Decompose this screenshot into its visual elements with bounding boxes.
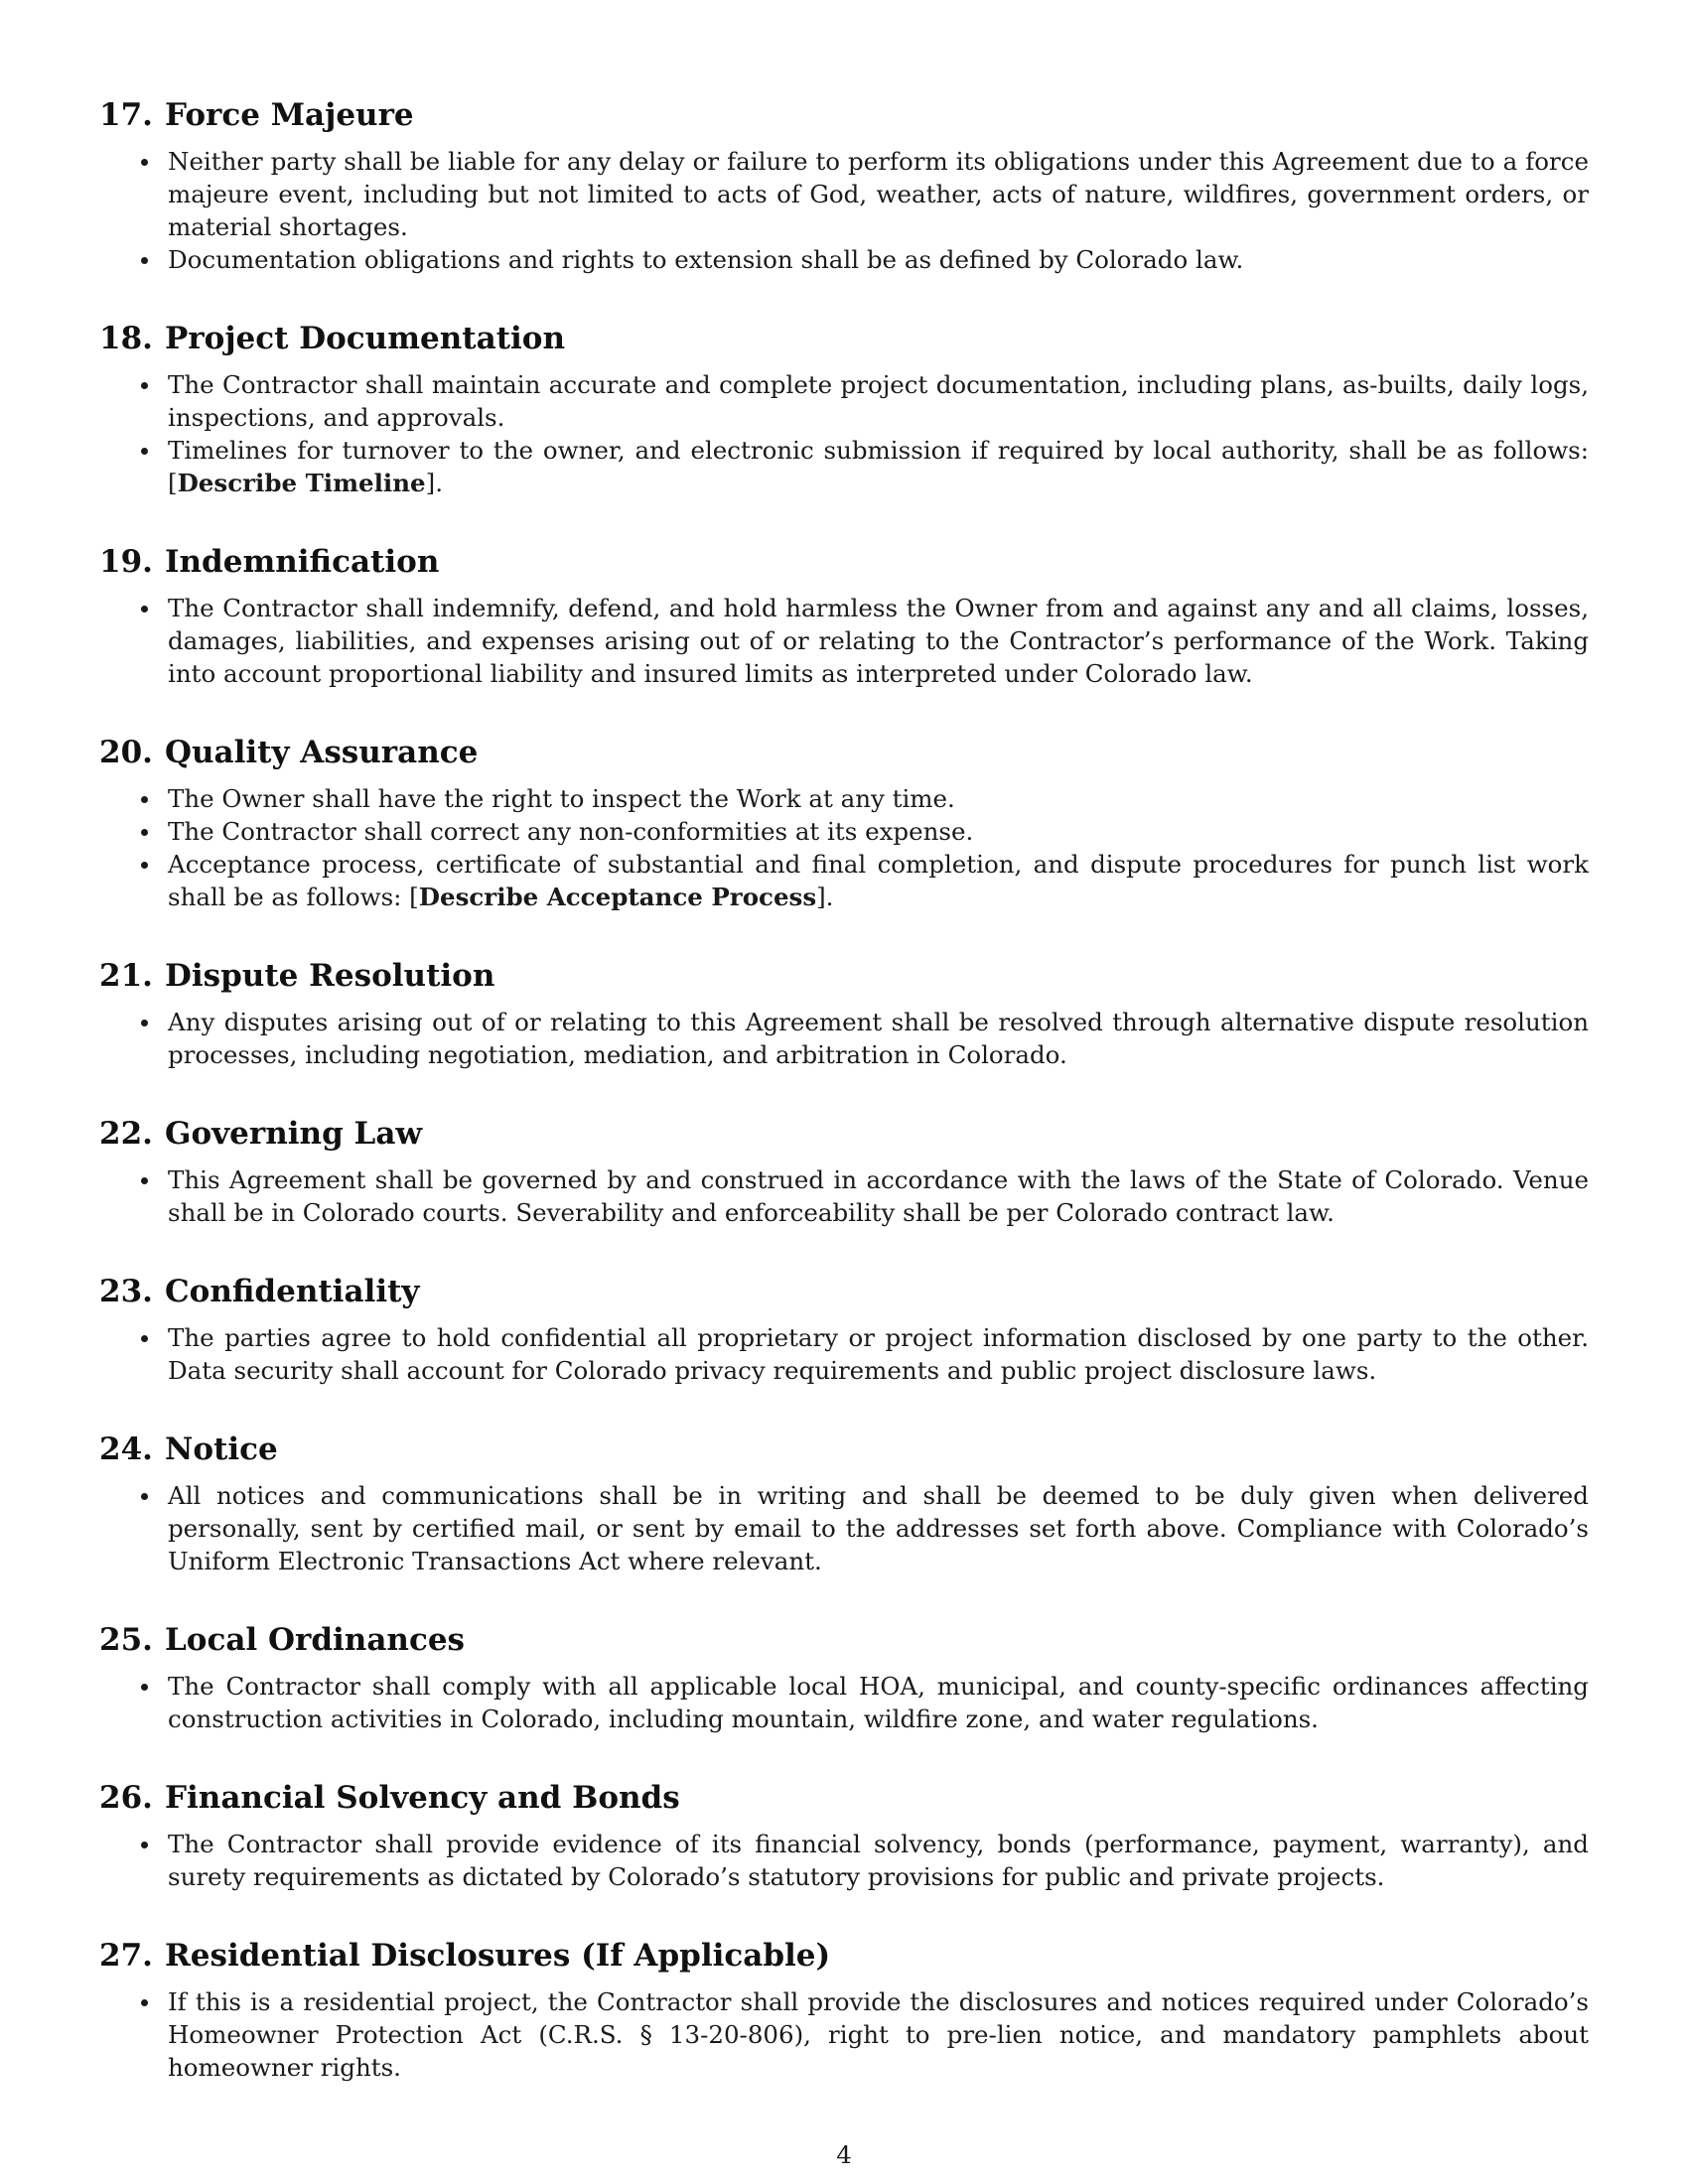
section-number: 20. (99, 735, 153, 770)
section-number: 27. (99, 1938, 153, 1974)
section-heading (99, 319, 1589, 358)
bullet-item: Neither party shall be liable for any delay or failure to perform its obligations under this Agreement due to a force majeure event, including but not limited to acts of God, weather, acts of nature, wildfires, government orders, or material shortages. (99, 145, 1589, 243)
bullet-list (99, 592, 1589, 690)
bullet-list (99, 1479, 1589, 1577)
bullet-item: The Contractor shall indemnify, defend, and hold harmless the Owner from and against any and all claims, losses, damages, liabilities, and expenses arising out of or relating to the Contractor’s performance of the Work. Taking into account proportional liability and insured limits as interpreted under Colorado law. (99, 592, 1589, 690)
bullet-list (99, 1985, 1589, 2084)
bullet-item: The Contractor shall maintain accurate and complete project documentation, including plans, as-builts, daily logs, inspections, and approvals. (99, 368, 1589, 434)
bullet-list (99, 782, 1589, 913)
section-governing-law (99, 1114, 1589, 1229)
bullet-item: Documentation obligations and rights to extension shall be as defined by Colorado law. (99, 243, 1589, 276)
section-force-majeure (99, 95, 1589, 276)
section-title: Dispute Resolution (165, 958, 495, 994)
bullet-item: The parties agree to hold confidential all proprietary or project information disclosed by one party to the other. Data security shall account for Colorado privacy requirements and public project disclosure laws. (99, 1321, 1589, 1387)
section-number: 18. (99, 321, 153, 356)
page-number: 4 (836, 2140, 852, 2169)
section-local-ordinances (99, 1620, 1589, 1735)
section-number: 19. (99, 544, 153, 580)
section-title: Project Documentation (165, 321, 565, 356)
section-number: 17. (99, 97, 153, 133)
bullet-list (99, 1006, 1589, 1071)
section-title: Residential Disclosures (If Applicable) (165, 1938, 831, 1974)
section-number: 24. (99, 1432, 153, 1467)
section-heading (99, 1936, 1589, 1976)
section-title: Quality Assurance (165, 735, 479, 770)
section-number: 25. (99, 1622, 153, 1658)
section-heading (99, 1778, 1589, 1818)
section-number: 26. (99, 1780, 153, 1816)
section-heading (99, 956, 1589, 996)
section-quality-assurance (99, 733, 1589, 913)
section-financial-solvency (99, 1778, 1589, 1893)
bullet-item: All notices and communications shall be in writing and shall be deemed to be duly given when delivered personally, sent by certified mail, or sent by email to the addresses set forth above. Compliance with Colorado’s Uniform Electronic Transactions Act where relevant. (99, 1479, 1589, 1577)
section-number: 22. (99, 1116, 153, 1152)
bullet-item: Any disputes arising out of or relating to this Agreement shall be resolved through alternative dispute resolution processes, including negotiation, mediation, and arbitration in Colorado. (99, 1006, 1589, 1071)
bullet-item: The Contractor shall provide evidence of its financial solvency, bonds (performance, payment, warranty), and surety requirements as dictated by Colorado’s statutory provisions for public and private projects. (99, 1828, 1589, 1893)
section-heading (99, 1430, 1589, 1469)
section-title: Indemnification (165, 544, 440, 580)
bullet-item: Timelines for turnover to the owner, and electronic submission if required by local authority, shall be as follows: [Describe Timeline]. (99, 434, 1589, 499)
bullet-item: If this is a residential project, the Contractor shall provide the disclosures and notices required under Colorado’s Homeowner Protection Act (C.R.S. § 13-20-806), right to pre-lien notice, and mandatory pamphlets about homeowner rights. (99, 1985, 1589, 2084)
section-title: Notice (165, 1432, 278, 1467)
bullet-list (99, 1670, 1589, 1735)
bullet-list (99, 1163, 1589, 1229)
section-heading (99, 1272, 1589, 1311)
bullet-list (99, 1828, 1589, 1893)
bullet-list (99, 1321, 1589, 1387)
bullet-item: Acceptance process, certificate of substantial and final completion, and dispute procedures for punch list work shall be as follows: [Describe Acceptance Process]. (99, 848, 1589, 913)
bullet-item: The Contractor shall comply with all applicable local HOA, municipal, and county-specific ordinances affecting construction activities in Colorado, including mountain, wildfire zone, and water regulations. (99, 1670, 1589, 1735)
section-heading (99, 733, 1589, 772)
section-confidentiality (99, 1272, 1589, 1387)
bullet-list (99, 145, 1589, 276)
section-number: 21. (99, 958, 153, 994)
bullet-list (99, 368, 1589, 499)
section-title: Confidentiality (165, 1274, 420, 1309)
bullet-item: This Agreement shall be governed by and construed in accordance with the laws of the State of Colorado. Venue shall be in Colorado courts. Severability and enforceability shall be per Colorado contract law. (99, 1163, 1589, 1229)
section-project-documentation (99, 319, 1589, 499)
bullet-item: The Owner shall have the right to inspect the Work at any time. (99, 782, 1589, 815)
section-residential-disclosures (99, 1936, 1589, 2084)
section-notice (99, 1430, 1589, 1577)
section-title: Financial Solvency and Bonds (165, 1780, 680, 1816)
bullet-item: The Contractor shall correct any non-conformities at its expense. (99, 815, 1589, 848)
section-indemnification (99, 542, 1589, 690)
section-number: 23. (99, 1274, 153, 1309)
section-title: Force Majeure (165, 97, 414, 133)
section-title: Governing Law (165, 1116, 423, 1152)
section-title: Local Ordinances (165, 1622, 466, 1658)
section-heading (99, 1114, 1589, 1154)
section-heading (99, 542, 1589, 582)
section-heading (99, 1620, 1589, 1660)
section-dispute-resolution (99, 956, 1589, 1071)
section-heading (99, 95, 1589, 135)
